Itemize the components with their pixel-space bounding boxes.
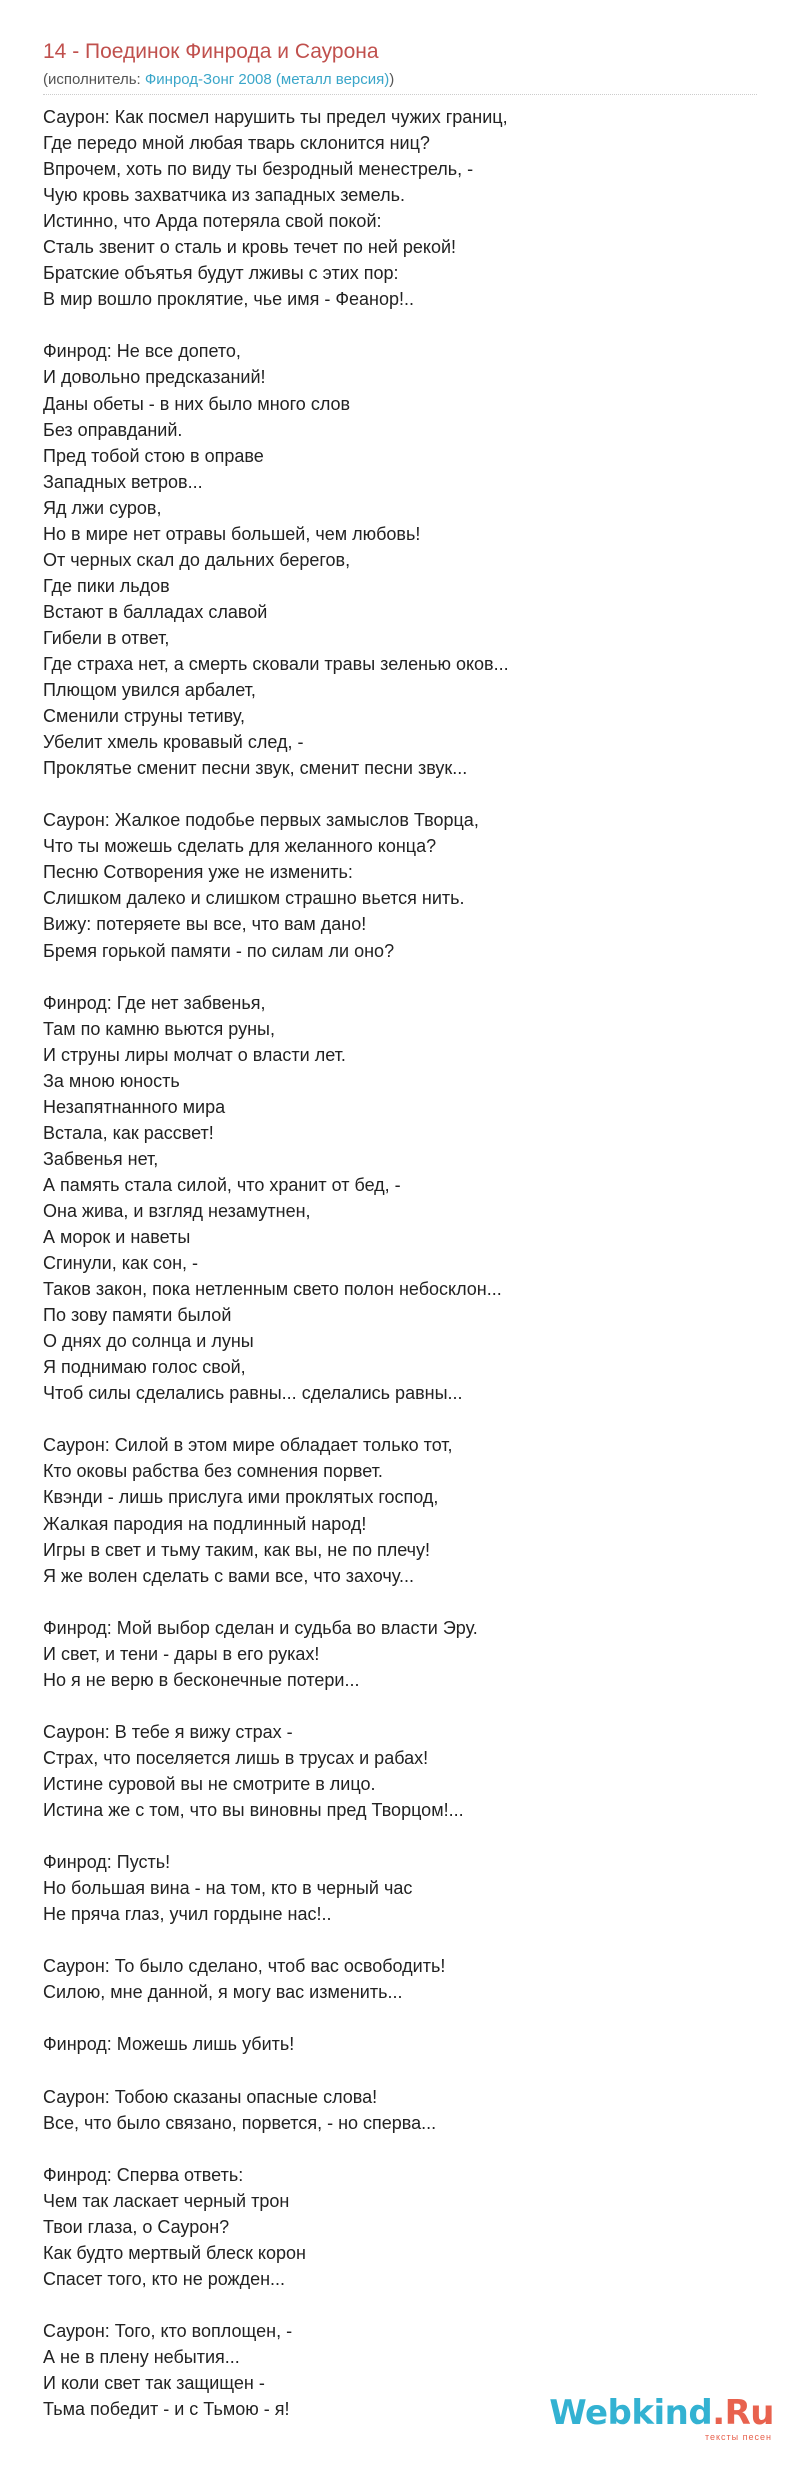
lyric-line: Гибели в ответ, — [43, 627, 170, 648]
lyric-line: Финрод: Где нет забвенья, — [43, 992, 266, 1013]
lyric-line: Финрод: Сперва ответь: — [43, 2164, 244, 2185]
lyric-line: Я же волен сделать с вами все, что захочу... — [43, 1565, 415, 1586]
lyric-line: Силою, мне данной, я могу вас изменить... — [43, 1982, 403, 2003]
lyric-line: Финрод: Мой выбор сделан и судьба во власти Эру. — [43, 1617, 478, 1638]
lyric-line: Пред тобой стою в оправе — [43, 445, 264, 466]
lyric-line: Тьма победит - и с Тьмою - я! — [43, 2399, 290, 2420]
lyric-line: Жалкая пародия на подлинный народ! — [43, 1513, 367, 1534]
lyric-line: Встают в балладах славой — [43, 601, 268, 622]
lyric-line: Где страха нет, а смерть сковали травы зеленью оков... — [43, 653, 509, 674]
lyric-line: Саурон: Силой в этом мире обладает только тот, — [43, 1435, 453, 1456]
stanza-break — [43, 2292, 757, 2318]
stanza-break — [43, 1589, 757, 1615]
lyric-line: Сталь звенит о сталь и кровь течет по ней рекой! — [43, 237, 457, 258]
lyric-line: И свет, и тени - дары в его руках! — [43, 1643, 320, 1664]
site-logo[interactable] — [549, 2393, 774, 2442]
lyric-line: Где передо мной любая тварь склонится ниц? — [43, 133, 430, 154]
lyric-line: Кто оковы рабства без сомнения порвет. — [43, 1461, 383, 1482]
lyric-line: Чую кровь захватчика из западных земель. — [43, 185, 405, 206]
lyric-line: Истина же с том, что вы виновны пред Творцом!... — [43, 1800, 464, 1821]
stanza-break — [43, 2058, 757, 2084]
lyric-line: В мир вошло проклятие, чье имя - Феанор!.. — [43, 289, 414, 310]
lyric-line: Истинно, что Арда потеряла свой покой: — [43, 211, 382, 232]
performer-line — [43, 71, 394, 88]
lyric-line: За мною юность — [43, 1070, 180, 1091]
lyric-line: Чем так ласкает черный трон — [43, 2190, 290, 2211]
lyric-line: Что ты можешь сделать для желанного конца? — [43, 836, 437, 857]
lyric-line: Песню Сотворения уже не изменить: — [43, 862, 353, 883]
lyric-line: По зову памяти былой — [43, 1305, 232, 1326]
lyric-line: Страх, что поселяется лишь в трусах и рабах! — [43, 1747, 429, 1768]
lyric-line: Финрод: Пусть! — [43, 1852, 171, 1873]
lyric-line: Но я не верю в бесконечные потери... — [43, 1669, 360, 1690]
stanza-break — [43, 1927, 757, 1953]
performer-prefix: (исполнитель: — [43, 71, 145, 88]
lyrics-text — [43, 104, 757, 2422]
lyric-line: Финрод: Можешь лишь убить! — [43, 2034, 295, 2055]
lyric-line: Где пики льдов — [43, 575, 170, 596]
lyric-line: Саурон: Как посмел нарушить ты предел чужих границ, — [43, 107, 508, 127]
logo-tagline: тексты песен — [704, 2432, 772, 2442]
lyric-line: Чтоб силы сделались равны... сделались равны... — [43, 1383, 463, 1404]
lyric-line: От черных скал до дальних берегов, — [43, 549, 351, 570]
lyric-line: Без оправданий. — [43, 419, 183, 440]
lyric-line: Забвенья нет, — [43, 1148, 159, 1169]
lyric-line: Встала, как рассвет! — [43, 1122, 214, 1143]
lyric-line: Она жива, и взгляд незамутнен, — [43, 1200, 311, 1221]
song-title: 14 - Поединок Финрода и Саурона — [43, 40, 379, 63]
lyric-line: Саурон: То было сделано, чтоб вас освободить! — [43, 1956, 446, 1977]
lyric-line: Саурон: В тебе я вижу страх - — [43, 1721, 293, 1742]
performer-suffix: ) — [389, 71, 395, 88]
lyric-line: Убелит хмель кровавый след, - — [43, 732, 304, 753]
lyric-line: Братские объятья будут лживы с этих пор: — [43, 263, 399, 284]
lyric-line: Даны обеты - в них было много слов — [43, 393, 351, 414]
lyric-line: Таков закон, пока нетленным свето полон небосклон... — [43, 1279, 502, 1300]
lyric-line: Сгинули, как сон, - — [43, 1253, 199, 1274]
lyric-line: Игры в свет и тьму таким, как вы, не по плечу! — [43, 1539, 431, 1560]
lyric-line: Яд лжи суров, — [43, 497, 162, 518]
stanza-break — [43, 2136, 757, 2162]
lyric-line: Там по камню вьются руны, — [43, 1018, 275, 1039]
lyric-line: Незапятнанного мира — [43, 1096, 226, 1117]
stanza-break — [43, 781, 757, 807]
header-divider — [43, 94, 757, 95]
lyric-line: Плющом увился арбалет, — [43, 680, 256, 701]
lyric-line: Саурон: Тобою сказаны опасные слова! — [43, 2086, 378, 2107]
lyric-line: Саурон: Того, кто воплощен, - — [43, 2320, 293, 2341]
lyric-line: Как будто мертвый блеск корон — [43, 2242, 306, 2263]
lyric-line: И струны лиры молчат о власти лет. — [43, 1044, 346, 1065]
stanza-break — [43, 1693, 757, 1719]
lyric-line: Сменили струны тетиву, — [43, 706, 245, 727]
logo-wordmark — [549, 2393, 774, 2433]
lyric-line: Слишком далеко и слишком страшно вьется нить. — [43, 888, 465, 909]
lyric-line: А морок и наветы — [43, 1227, 191, 1248]
stanza-break — [43, 1406, 757, 1432]
lyric-line: Не пряча глаз, учил гордыне нас!.. — [43, 1904, 332, 1925]
lyric-line: Впрочем, хоть по виду ты безродный менестрель, - — [43, 159, 474, 180]
stanza-break — [43, 964, 757, 990]
lyric-line: Все, что было связано, порвется, - но сперва... — [43, 2112, 437, 2133]
stanza-break — [43, 1823, 757, 1849]
lyric-line: А не в плену небытия... — [43, 2347, 240, 2368]
lyric-line: А память стала силой, что хранит от бед, - — [43, 1174, 401, 1195]
lyric-line: Финрод: Не все допето, — [43, 341, 241, 362]
lyric-line: Саурон: Жалкое подобье первых замыслов Творца, — [43, 810, 479, 831]
lyric-line: Я поднимаю голос свой, — [43, 1357, 246, 1378]
lyric-line: И довольно предсказаний! — [43, 367, 266, 388]
lyric-line: Истине суровой вы не смотрите в лицо. — [43, 1774, 376, 1794]
logo-suffix-text: .Ru — [712, 2393, 774, 2433]
lyric-line: Но в мире нет отравы большей, чем любовь! — [43, 523, 421, 544]
lyric-line: Западных ветров... — [43, 471, 203, 492]
logo-main-text: Webkind — [549, 2393, 713, 2433]
lyric-line: Бремя горькой памяти - по силам ли оно? — [43, 940, 395, 961]
lyric-line: Проклятье сменит песни звук, сменит песни звук... — [43, 758, 468, 779]
lyric-line: Квэнди - лишь прислуга ими проклятых господ, — [43, 1487, 439, 1508]
stanza-break — [43, 312, 757, 338]
lyric-line: Спасет того, кто не рожден... — [43, 2268, 286, 2289]
lyric-line: Вижу: потеряете вы все, что вам дано! — [43, 914, 367, 935]
lyric-line: Твои глаза, о Саурон? — [43, 2216, 230, 2237]
lyric-line: О днях до солнца и луны — [43, 1331, 254, 1352]
lyric-line: И коли свет так защищен - — [43, 2373, 265, 2394]
performer-link[interactable]: Финрод-Зонг 2008 (металл версия) — [144, 71, 390, 88]
stanza-break — [43, 2005, 757, 2031]
lyric-line: Но большая вина - на том, кто в черный час — [43, 1878, 413, 1899]
